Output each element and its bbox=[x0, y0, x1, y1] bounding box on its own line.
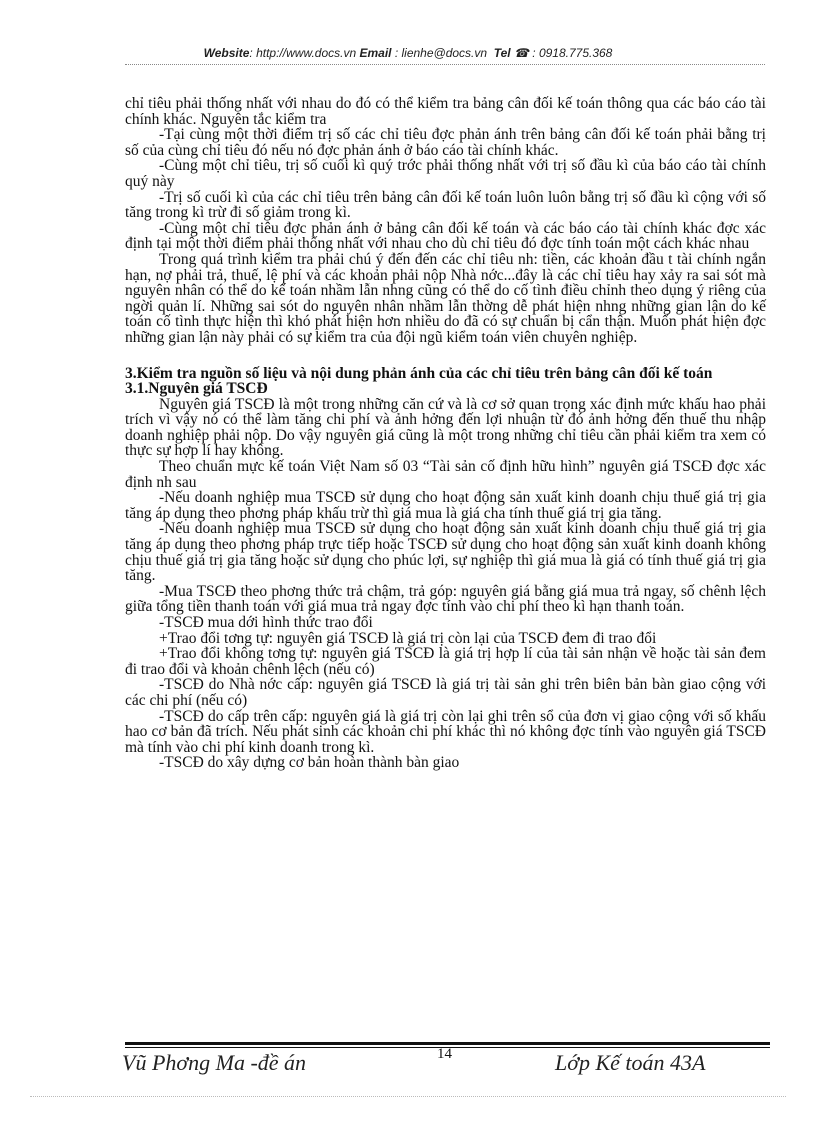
email-label: Email bbox=[359, 46, 392, 60]
body-paragraph: -TSCĐ mua dới hình thức trao đổi bbox=[159, 614, 373, 631]
body-paragraph: Trong quá trình kiểm tra phải chú ý đến đến các chỉ tiêu nh: tiền, các khoản đầu t tài chính ngắn hạn, nợ phải trả, thuế, lệ phí và các khoản phải nộp Nhà nớc...đây là các chỉ tiêu hay xảy ra sai sót mà nguyên nhân có thể do kế toán nhầm lẫn nhng cũng có thể do cố tình điều chỉnh theo dụng ý riêng của ngời quản lí. Những sai sót do nguyên nhân nhầm lẫn thờng dễ phát hiện nhng những gian lận do kế toán cố tình thực hiện thì khó phát hiện hơn nhiều do đã có sự chuẩn bị cẩn thận. Muốn phát hiện đợc những gian lận này phải có sự kiểm tra của đội ngũ kiểm toán viên chuyên nghiệp. bbox=[125, 250, 766, 346]
body-paragraph: -TSCĐ do cấp trên cấp: nguyên giá là giá trị còn lại ghi trên sổ của đơn vị giao cộng với số khấu hao cơ bản đã trích. Nếu phát sinh các khoản chi phí khác thì nó không đợc tính vào nguyên giá TSCĐ mà tính vào chi phí kinh doanh trong kì. bbox=[125, 707, 766, 756]
body-paragraph: -Tại cùng một thời điểm trị số các chỉ tiêu đợc phản ánh trên bảng cân đối kế toán phải bằng trị số của cùng chỉ tiêu đó nếu nó đợc phản ánh ở báo cáo tài chính khác. bbox=[125, 126, 766, 159]
body-paragraph: -Trị số cuối kì của các chỉ tiêu trên bảng cân đối kế toán luôn luôn bằng trị số đầu kì cộng với số tăng trong kì trừ đi số giảm trong kì. bbox=[125, 188, 766, 222]
body-paragraph: -TSCĐ do Nhà nớc cấp: nguyên giá TSCĐ là giá trị tài sản ghi trên biên bản bàn giao cộng với các chi phí (nếu có) bbox=[125, 676, 766, 709]
body-paragraph: +Trao đổi không tơng tự: nguyên giá TSCĐ là giá trị hợp lí của tài sản nhận về hoặc tài sản đem đi trao đổi và khoản chênh lệch (nếu có) bbox=[125, 645, 766, 678]
body-paragraph: +Trao đổi tơng tự: nguyên giá TSCĐ là giá trị còn lại của TSCĐ đem đi trao đổi bbox=[159, 629, 657, 647]
email-value: : lienhe@docs.vn bbox=[391, 46, 488, 60]
tel-label: Tel bbox=[493, 46, 511, 60]
page-bottom-divider bbox=[30, 1096, 786, 1097]
footer-class: Lớp Kế toán 43A bbox=[555, 1050, 706, 1075]
body-paragraph: -Mua TSCĐ theo phơng thức trả chậm, trả góp: nguyên giá bằng giá mua trả ngay, số chênh lệch giữa tổng tiền thanh toán với giá mua trả ngay đợc tính vào chi phí theo kì hạn thanh toán. bbox=[125, 582, 766, 616]
footer-divider-thick bbox=[125, 1042, 770, 1045]
body-paragraph: Theo chuẩn mực kế toán Việt Nam số 03 “Tài sản cố định hữu hình” nguyên giá TSCĐ đợc xác định nh sau bbox=[125, 458, 766, 491]
website-label: Website bbox=[203, 46, 250, 60]
body-paragraph: -Cùng một chỉ tiêu, trị số cuối kì quý trớc phải thống nhất với trị số đầu kì của báo cáo tài chính quý này bbox=[125, 157, 766, 190]
page-number: 14 bbox=[437, 1046, 452, 1062]
tel-value: ☎ : 0918.775.368 bbox=[510, 46, 613, 60]
body-paragraph: -Nếu doanh nghiệp mua TSCĐ sử dụng cho hoạt động sản xuất kinh doanh chịu thuế giá trị gia tăng áp dụng theo phơng pháp khấu trừ thì giá mua là giá cha tính thuế giá trị gia tăng. bbox=[125, 489, 766, 522]
section-heading: 3.Kiểm tra nguồn số liệu và nội dung phản ánh của các chỉ tiêu trên bảng cân đối kế toán bbox=[125, 364, 713, 382]
body-paragraph: -TSCĐ do xây dựng cơ bản hoàn thành bàn giao bbox=[159, 754, 460, 772]
body-paragraph: -Cùng một chỉ tiêu đợc phản ánh ở bảng cân đối kế toán và các báo cáo tài chính khác đợc xác định tại một thời điểm phải thống nhất với nhau cho dù chỉ tiêu đó đợc tính toán một cách khác nhau bbox=[125, 219, 766, 253]
body-paragraph: chỉ tiêu phải thống nhất với nhau do đó có thể kiểm tra bảng cân đối kế toán thông qua các báo cáo tài chính khác. Nguyên tắc kiểm tra bbox=[125, 95, 766, 128]
website-value: : http://www.docs.vn bbox=[249, 46, 357, 60]
header-divider bbox=[125, 64, 765, 65]
body-paragraph: -Nếu doanh nghiệp mua TSCĐ sử dụng cho hoạt động sản xuất kinh doanh chịu thuế giá trị gia tăng áp dụng theo phơng pháp trực tiếp hoặc TSCĐ sử dụng cho hoạt động sản xuất kinh doanh không chịu thuế giá trị gia tăng hoặc sử dụng cho phúc lợi, sự nghiệp thì giá mua là giá có tính thuế giá trị gia tăng. bbox=[125, 520, 766, 585]
section-gap bbox=[125, 346, 766, 366]
section-heading: 3.1.Nguyên giá TSCĐ bbox=[125, 380, 268, 398]
page-header bbox=[0, 46, 816, 60]
body-paragraph: Nguyên giá TSCĐ là một trong những căn cứ và là cơ sở quan trọng xác định mức khấu hao phải trích vì vậy nó có thể làm tăng chi phí và ảnh hởng đến lợi nhuận từ đó ảnh hởng đến thuế thu nhập doanh nghiệp phải nộp. Do vậy nguyên giá cũng là một trong những chỉ tiêu cần phải kiểm tra xem có thực sự hợp lí hay không. bbox=[125, 395, 766, 460]
footer-author: Vũ Phơng Ma -đề án bbox=[122, 1050, 307, 1075]
document-body bbox=[125, 96, 766, 771]
